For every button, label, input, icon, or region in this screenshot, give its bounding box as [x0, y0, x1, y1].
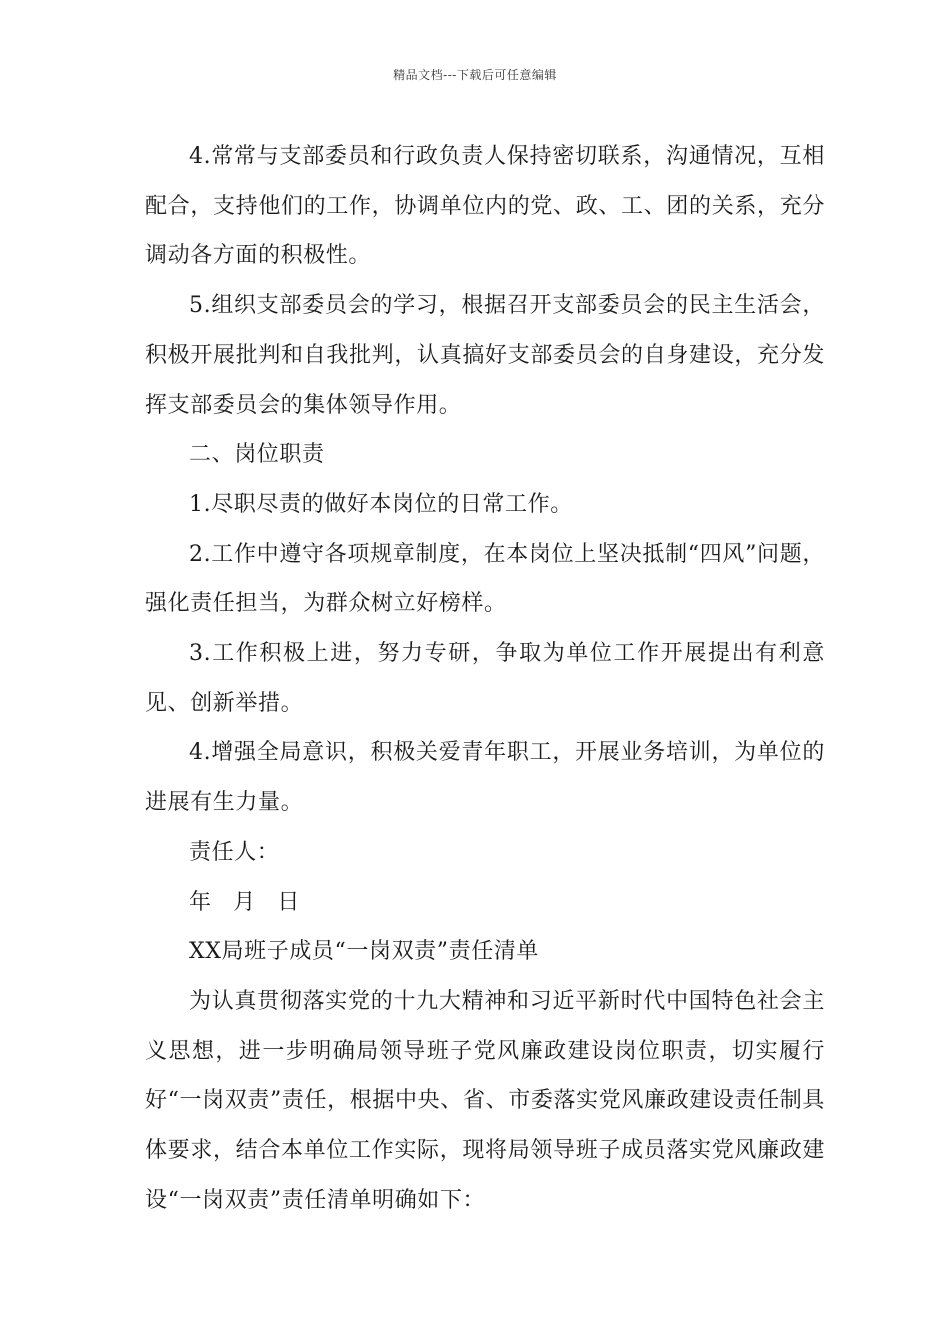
section-heading-job-duties: 二、岗位职责: [189, 442, 325, 468]
paragraph-job-4: 4.增强全局意识，积极关爱青年职工，开展业务培训，为单位的进展有生力量。: [145, 740, 825, 816]
paragraph-job-2: 2.工作中遵守各项规章制度，在本岗位上坚决抵制“四风”问题，强化责任担当，为群众树立好榜样。: [145, 541, 825, 617]
document-body: [145, 132, 825, 1225]
paragraph-intro: 为认真贯彻落实党的十九大精神和习近平新时代中国特色社会主义思想，进一步明确局领导班子党风廉政建设岗位职责，切实履行好“一岗双责”责任，根据中央、省、市委落实党风廉政建设责任制具体要求，结合本单位工作实际，现将局领导班子成员落实党风廉政建设“一岗双责”责任清单明确如下：: [145, 988, 825, 1213]
responsible-person-label: 责任人：: [189, 839, 280, 865]
paragraph-job-3: 3.工作积极上进，努力专研，争取为单位工作开展提出有利意见、创新举措。: [145, 641, 825, 716]
paragraph-job-1: 1.尽职尽责的做好本岗位的日常工作。: [189, 491, 573, 517]
paragraph-duty-4: 4.常常与支部委员和行政负责人保持密切联系，沟通情况，互相配合，支持他们的工作，协调单位内的党、政、工、团的关系，充分调动各方面的积极性。: [145, 144, 825, 269]
page-header: 精品文档---下载后可任意编辑: [393, 68, 557, 82]
list-title: XX局班子成员“一岗双责”责任清单: [189, 939, 540, 965]
date-line: 年 月 日: [189, 889, 300, 915]
paragraph-duty-5: 5.组织支部委员会的学习，根据召开支部委员会的民主生活会，积极开展批判和自我批判，认真搞好支部委员会的自身建设，充分发挥支部委员会的集体领导作用。: [145, 293, 825, 418]
